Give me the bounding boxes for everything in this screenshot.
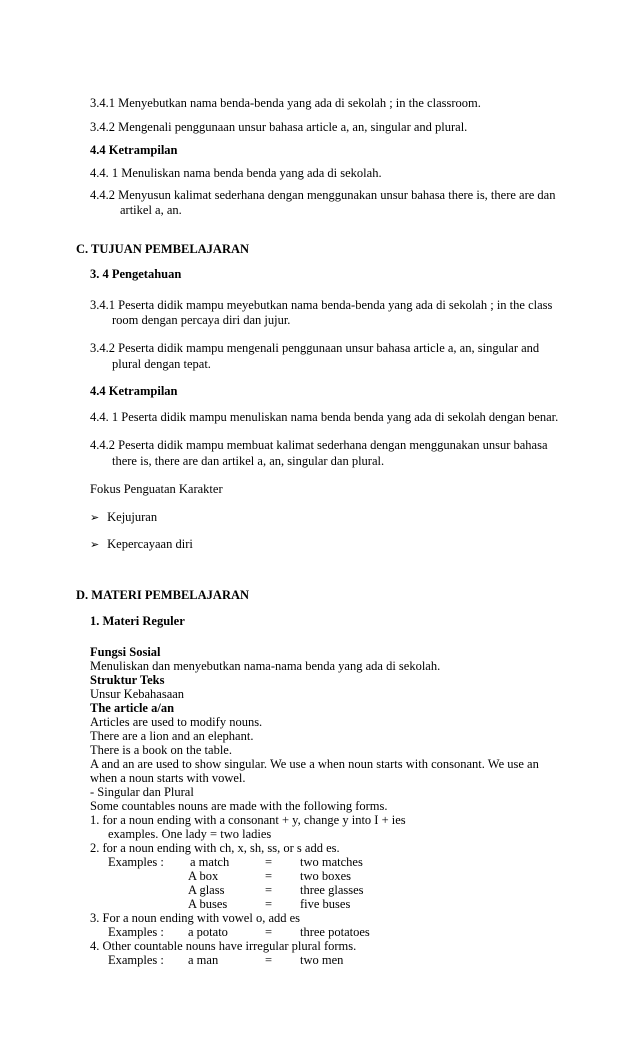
struktur-teks-title: Struktur Teks <box>90 673 165 687</box>
arrow-bullet-icon: ➢ <box>90 511 100 524</box>
example-right: three glasses <box>300 883 364 897</box>
goal-4-4-1: 4.4. 1 Peserta didik mampu menuliskan nama benda benda yang ada di sekolah dengan benar. <box>90 410 559 424</box>
section-c-title: C. TUJUAN PEMBELAJARAN <box>76 242 250 256</box>
equals-sign: = <box>265 925 273 939</box>
objective-3-4-1: 3.4.1 Menyebutkan nama benda-benda yang ada di sekolah ; in the classroom. <box>90 96 481 110</box>
text-line: when a noun starts with vowel. <box>90 771 246 785</box>
rule-4: 4. Other countable nouns have irregular plural forms. <box>90 939 357 953</box>
example-right: five buses <box>300 897 351 911</box>
example-left: a man <box>188 953 219 967</box>
bullet-text: Kejujuran <box>107 510 158 524</box>
examples-label: Examples : <box>108 855 164 869</box>
text-line: Articles are used to modify nouns. <box>90 715 263 729</box>
example-left: A box <box>188 869 219 883</box>
heading-ketrampilan: 4.4 Ketrampilan <box>90 143 178 157</box>
example-left: a match <box>190 855 230 869</box>
text-line: - Singular dan Plural <box>90 785 194 799</box>
heading-pengetahuan: 3. 4 Pengetahuan <box>90 267 182 281</box>
rule-1-example: examples. One lady = two ladies <box>108 827 272 841</box>
fungsi-sosial-text: Menuliskan dan menyebutkan nama-nama benda yang ada di sekolah. <box>90 659 441 673</box>
goal-3-4-2: 3.4.2 Peserta didik mampu mengenali penggunaan unsur bahasa article a, an, singular and <box>90 341 540 355</box>
examples-label: Examples : <box>108 953 164 967</box>
rule-2: 2. for a noun ending with ch, x, sh, ss, or s add es. <box>90 841 340 855</box>
example-left: a potato <box>188 925 228 939</box>
objective-4-4-2: 4.4.2 Menyusun kalimat sederhana dengan menggunakan unsur bahasa there is, there are dan <box>90 188 556 202</box>
goal-3-4-1: 3.4.1 Peserta didik mampu meyebutkan nama benda-benda yang ada di sekolah ; in the class <box>90 298 553 312</box>
example-right: three potatoes <box>300 925 370 939</box>
text-line: There are a lion and an elephant. <box>90 729 254 743</box>
example-right: two boxes <box>300 869 352 883</box>
arrow-bullet-icon: ➢ <box>90 538 100 551</box>
goal-4-4-2: 4.4.2 Peserta didik mampu membuat kalimat sederhana dengan menggunakan unsur bahasa <box>90 438 548 452</box>
text-line: A and an are used to show singular. We use a when noun starts with consonant. We use an <box>90 757 539 771</box>
goal-3-4-2-cont: plural dengan tepat. <box>112 357 211 371</box>
unsur-kebahasaan: Unsur Kebahasaan <box>90 687 185 701</box>
equals-sign: = <box>265 883 273 897</box>
bullet-kejujuran <box>90 510 157 525</box>
equals-sign: = <box>265 897 273 911</box>
objective-4-4-1: 4.4. 1 Menuliskan nama benda benda yang ada di sekolah. <box>90 166 382 180</box>
goal-4-4-2-cont: there is, there are dan artikel a, an, singular dan plural. <box>112 454 385 468</box>
text-line: Some countables nouns are made with the following forms. <box>90 799 388 813</box>
equals-sign: = <box>265 855 273 869</box>
goal-3-4-1-cont: room dengan percaya diri dan jujur. <box>112 313 291 327</box>
bullet-text: Kepercayaan diri <box>107 537 193 551</box>
text-line: There is a book on the table. <box>90 743 232 757</box>
example-left: A buses <box>188 897 228 911</box>
equals-sign: = <box>265 869 273 883</box>
equals-sign: = <box>265 953 273 967</box>
example-right: two men <box>300 953 344 967</box>
fungsi-sosial-title: Fungsi Sosial <box>90 645 161 659</box>
section-d-title: D. MATERI PEMBELAJARAN <box>76 588 250 602</box>
article-title: The article a/an <box>90 701 175 715</box>
rule-3: 3. For a noun ending with vowel o, add es <box>90 911 301 925</box>
objective-4-4-2-cont: artikel a, an. <box>120 203 182 217</box>
objective-3-4-2: 3.4.2 Mengenali penggunaan unsur bahasa article a, an, singular and plural. <box>90 120 468 134</box>
bullet-kepercayaan <box>90 537 193 552</box>
heading-materi-reguler: 1. Materi Reguler <box>90 614 185 628</box>
example-left: A glass <box>188 883 225 897</box>
heading-ketrampilan-c: 4.4 Ketrampilan <box>90 384 178 398</box>
fokus-karakter: Fokus Penguatan Karakter <box>90 482 223 496</box>
example-right: two matches <box>300 855 363 869</box>
examples-label: Examples : <box>108 925 164 939</box>
rule-1: 1. for a noun ending with a consonant + y, change y into I + ies <box>90 813 406 827</box>
